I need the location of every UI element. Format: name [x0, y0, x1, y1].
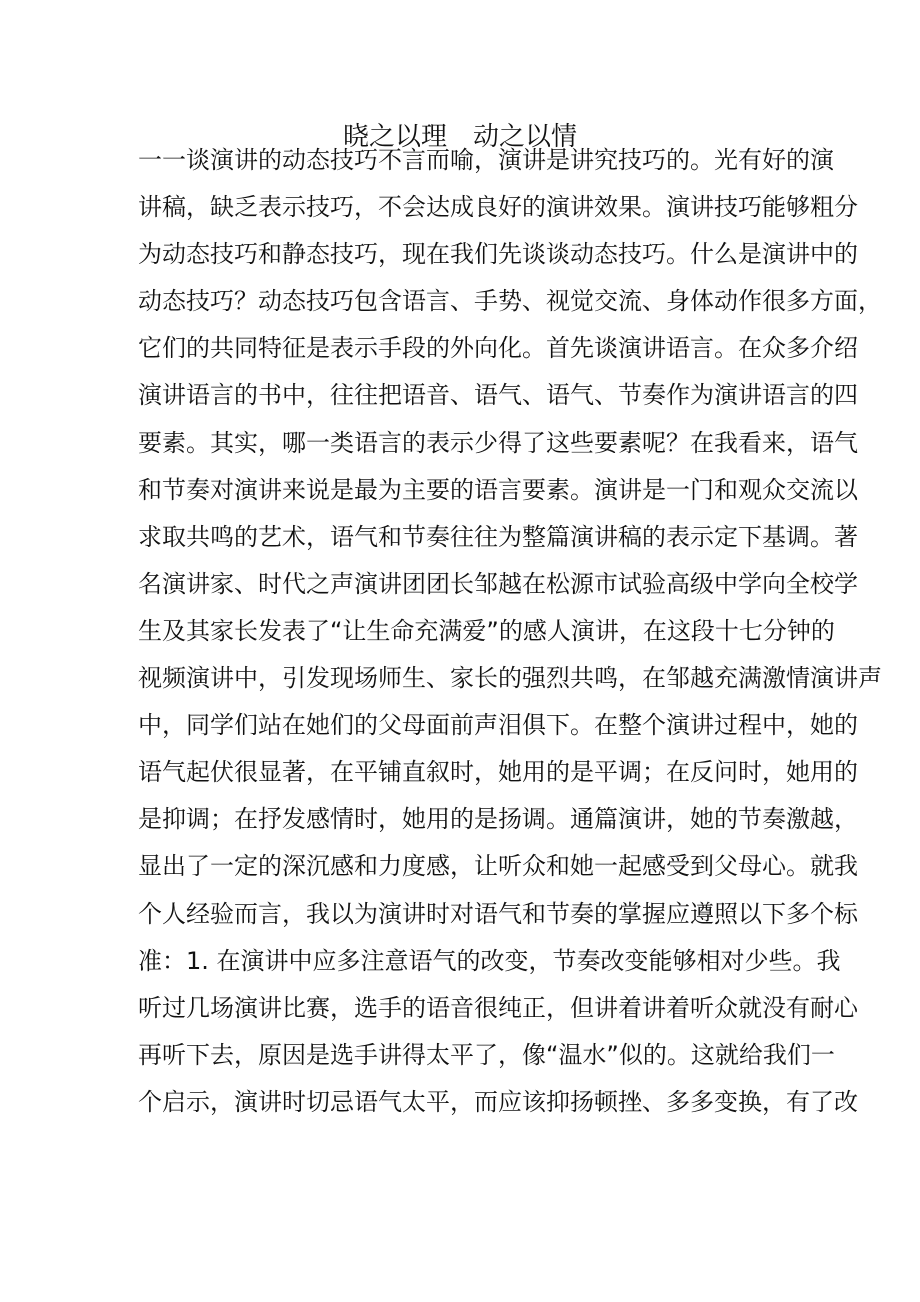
paragraph-line: 语气起伏很显著，在平铺直叙时，她用的是平调；在反问时，她用的 — [138, 758, 858, 787]
paragraph-line: 名演讲家、时代之声演讲团团长邹越在松源市试验高级中学向全校学 — [138, 569, 858, 598]
paragraph-line: 再听下去，原因是选手讲得太平了，像“温水”似的。这就给我们一 — [138, 1040, 835, 1069]
paragraph-line: 动态技巧？动态技巧包含语言、手势、视觉交流、身体动作很多方面， — [138, 287, 882, 316]
paragraph-line: 求取共鸣的艺术，语气和节奏往往为整篇演讲稿的表示定下基调。著 — [138, 522, 858, 551]
paragraph-line: 和节奏对演讲来说是最为主要的语言要素。演讲是一门和观众交流以 — [138, 475, 858, 504]
paragraph-line: 讲稿，缺乏表示技巧，不会达成良好的演讲效果。演讲技巧能够粗分 — [138, 193, 858, 222]
paragraph-line: 演讲语言的书中，往往把语音、语气、语气、节奏作为演讲语言的四 — [138, 381, 858, 410]
paragraph-line: 生及其家长发表了“让生命充满爱”的感人演讲，在这段十七分钟的 — [138, 616, 835, 645]
paragraph-line: 显出了一定的深沉感和力度感，让听众和她一起感受到父母心。就我 — [138, 852, 858, 881]
paragraph-line: 要素。其实，哪一类语言的表示少得了这些要素呢？在我看来，语气 — [138, 428, 858, 457]
paragraph-line: 个启示，演讲时切忌语气太平，而应该抑扬顿挫、多多变换，有了改 — [138, 1087, 858, 1116]
paragraph-line: 听过几场演讲比赛，选手的语音很纯正，但讲着讲着听众就没有耐心 — [138, 993, 858, 1022]
paragraph-line: 是抑调；在抒发感情时，她用的是扬调。通篇演讲，她的节奏激越， — [138, 805, 858, 834]
paragraph-line: 它们的共同特征是表示手段的外向化。首先谈演讲语言。在众多介绍 — [138, 334, 858, 363]
paragraph-line: 个人经验而言，我以为演讲时对语气和节奏的掌握应遵照以下多个标 — [138, 899, 858, 928]
paragraph-line: 视频演讲中，引发现场师生、家长的强烈共鸣，在邹越充满激情演讲声 — [138, 664, 882, 693]
paragraph-line: 为动态技巧和静态技巧，现在我们先谈谈动态技巧。什么是演讲中的 — [138, 240, 858, 269]
paragraph-line: 中，同学们站在她们的父母面前声泪俱下。在整个演讲过程中，她的 — [138, 711, 858, 740]
paragraph-line: 准：1. 在演讲中应多注意语气的改变，节奏改变能够相对少些。我 — [138, 946, 841, 975]
paragraph-line: 一一谈演讲的动态技巧不言而喻，演讲是讲究技巧的。光有好的演 — [138, 146, 834, 174]
document-body — [138, 140, 882, 1129]
document-title: 晓之以理 动之以情 — [342, 122, 577, 152]
